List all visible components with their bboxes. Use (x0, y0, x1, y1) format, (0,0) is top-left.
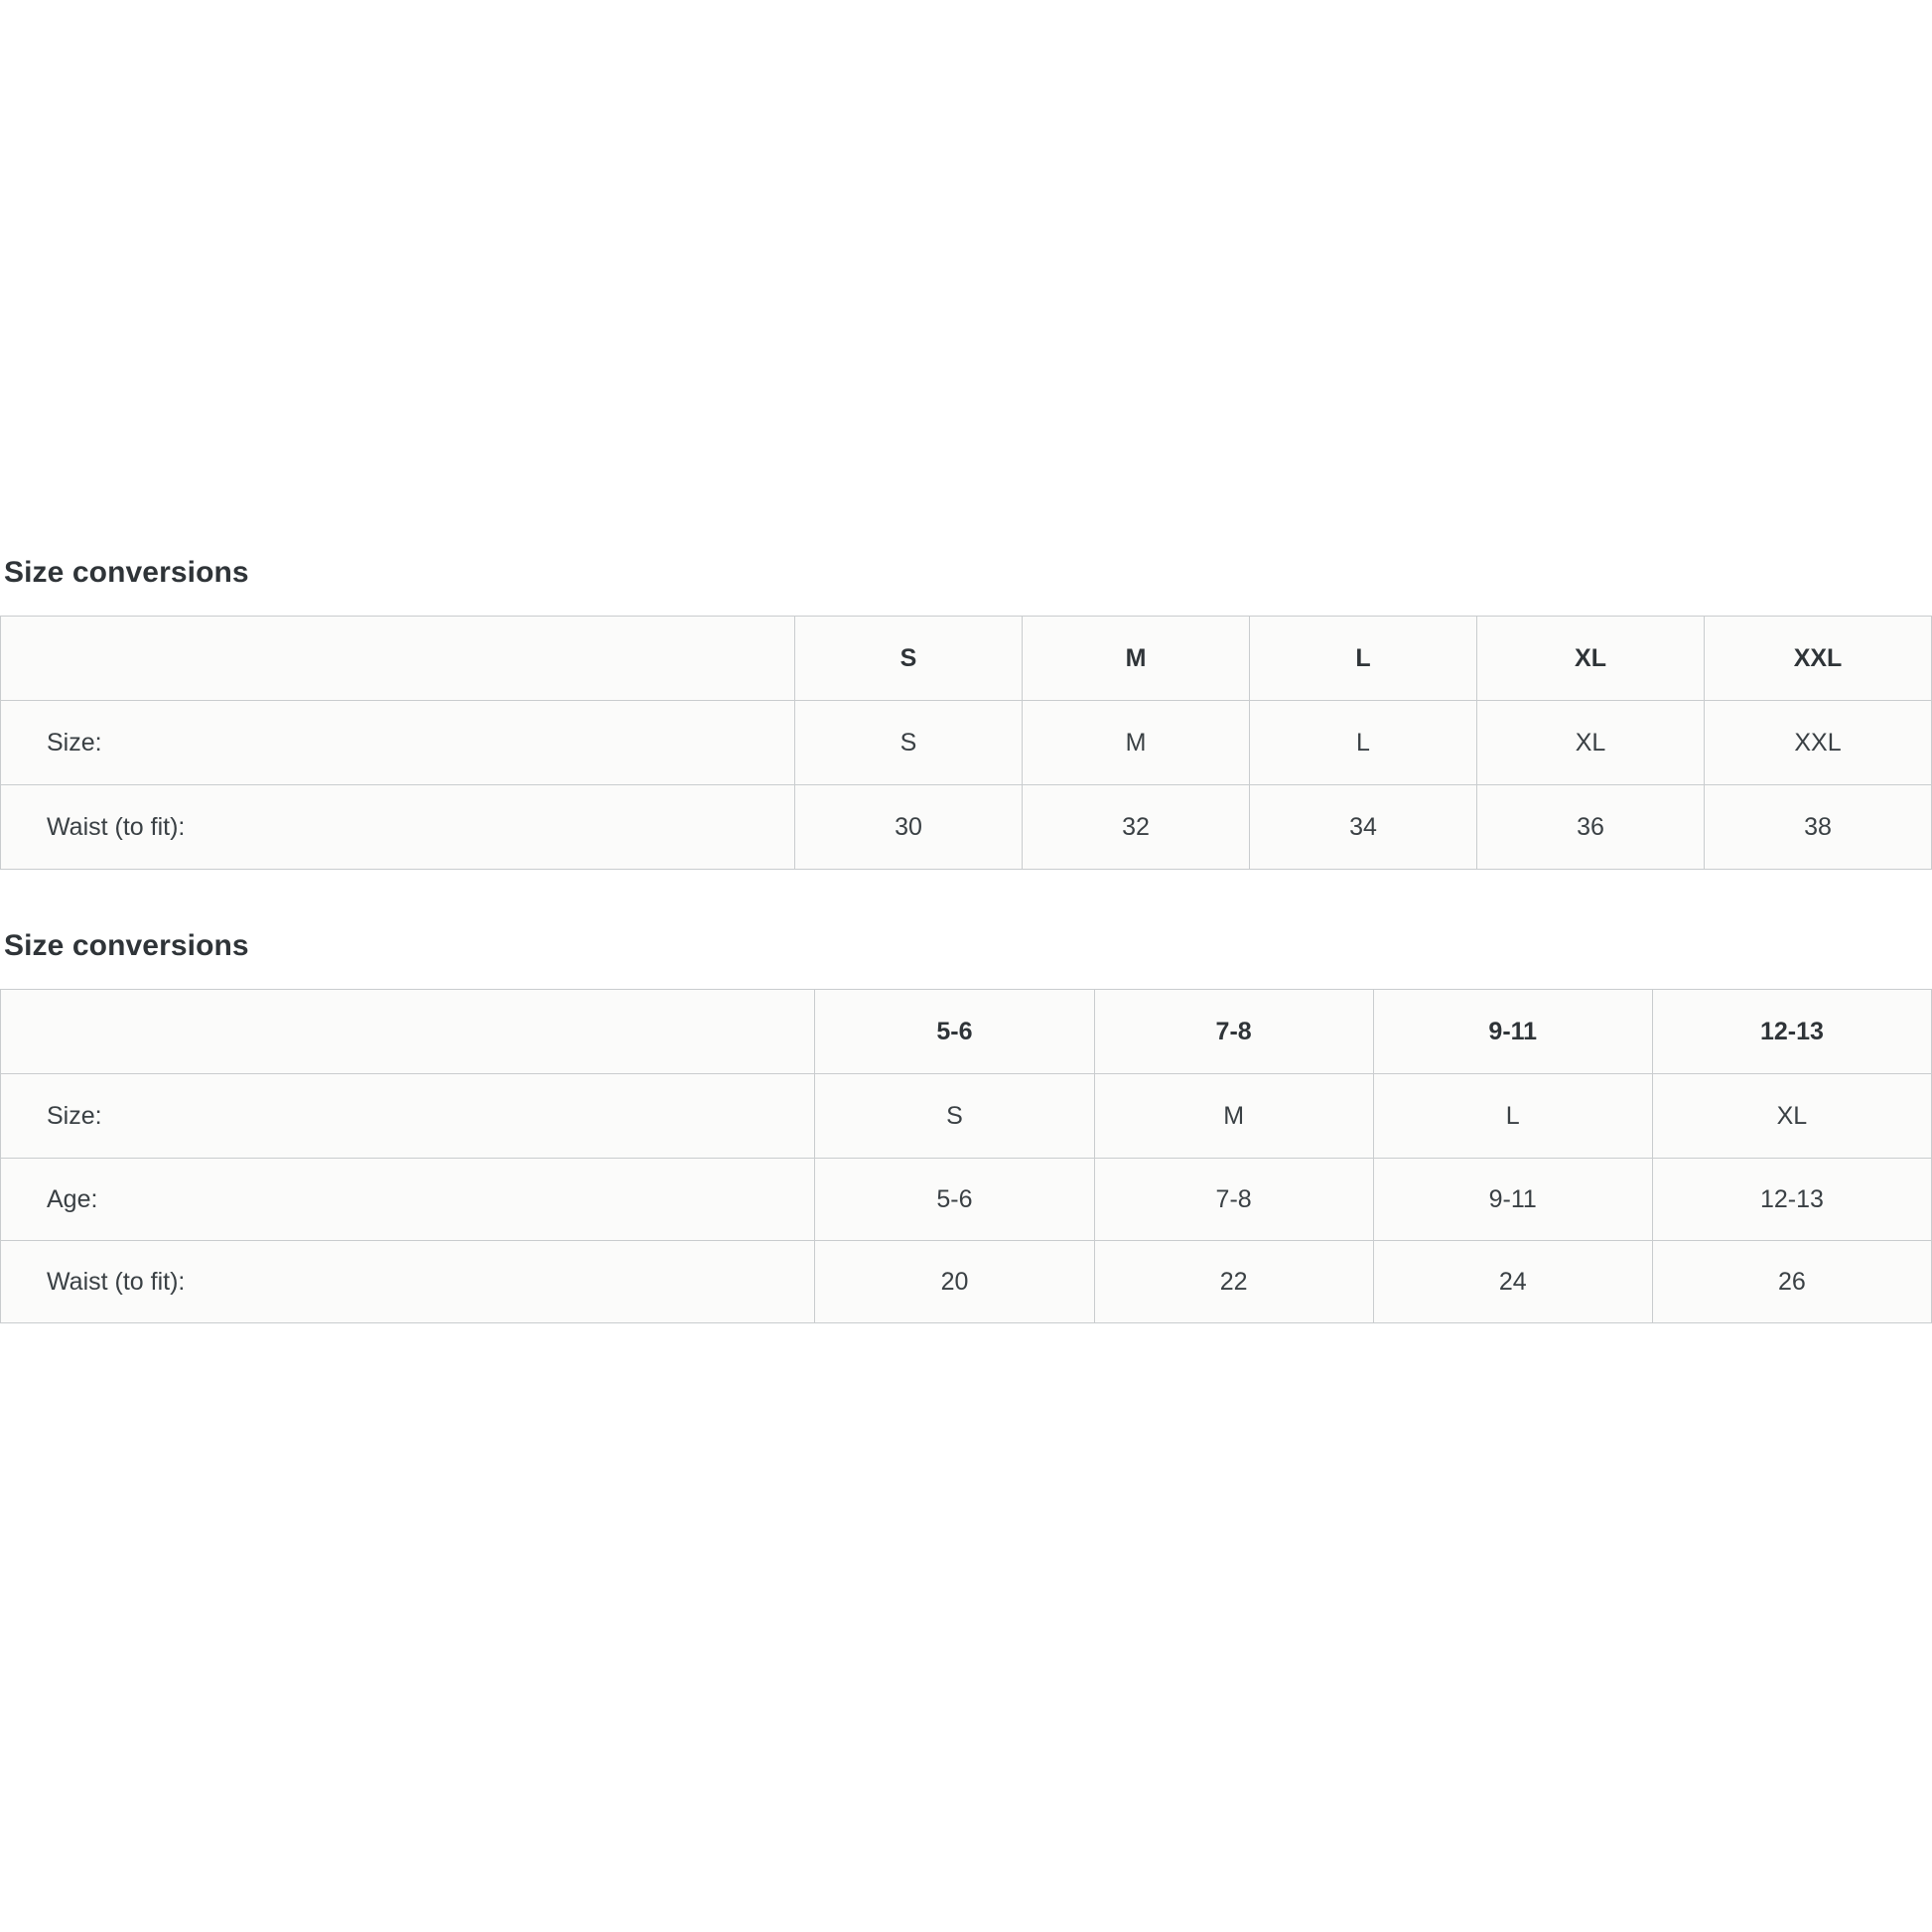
table-row (1, 1074, 1932, 1159)
cell-size-m: M (1023, 701, 1250, 785)
row-label-size: Size: (1, 701, 795, 785)
row-label-age: Age: (1, 1159, 815, 1241)
size-conversions-table-adult (0, 616, 1932, 870)
table-header-row (1, 617, 1932, 701)
table-header-cell-xxl: XXL (1705, 617, 1932, 701)
size-conversions-table-kids (0, 989, 1932, 1323)
cell-waist-xxl: 38 (1705, 785, 1932, 870)
row-label-waist: Waist (to fit): (1, 1241, 815, 1323)
cell-size-s: S (795, 701, 1023, 785)
table-header-cell-l: L (1250, 617, 1477, 701)
table-header-cell-age-12-13: 12-13 (1652, 990, 1931, 1074)
cell-age-5-6: 5-6 (815, 1159, 1094, 1241)
cell-age-9-11: 9-11 (1373, 1159, 1652, 1241)
cell-size-xxl: XXL (1705, 701, 1932, 785)
cell-waist-s: 30 (795, 785, 1023, 870)
size-guide-content (0, 556, 1932, 1323)
cell-waist-12-13: 26 (1652, 1241, 1931, 1323)
size-conversions-section-adult (0, 556, 1932, 870)
table-header-cell-s: S (795, 617, 1023, 701)
table-header-cell-age-7-8: 7-8 (1094, 990, 1373, 1074)
cell-waist-5-6: 20 (815, 1241, 1094, 1323)
table-header-cell-age-9-11: 9-11 (1373, 990, 1652, 1074)
cell-age-7-8: 7-8 (1094, 1159, 1373, 1241)
section-title-kids: Size conversions (4, 929, 249, 962)
row-label-waist: Waist (to fit): (1, 785, 795, 870)
page-title: Size conversions (4, 556, 249, 589)
table-row (1, 701, 1932, 785)
cell-size-12-13: XL (1652, 1074, 1931, 1159)
table-header-cell-empty (1, 617, 795, 701)
size-conversions-section-kids (0, 929, 1932, 1323)
table-row (1, 785, 1932, 870)
table-row (1, 1241, 1932, 1323)
table-header-cell-xl: XL (1477, 617, 1705, 701)
cell-size-5-6: S (815, 1074, 1094, 1159)
row-label-size: Size: (1, 1074, 815, 1159)
cell-waist-xl: 36 (1477, 785, 1705, 870)
cell-size-xl: XL (1477, 701, 1705, 785)
table-header-cell-m: M (1023, 617, 1250, 701)
cell-size-9-11: L (1373, 1074, 1652, 1159)
cell-waist-l: 34 (1250, 785, 1477, 870)
table-header-cell-age-5-6: 5-6 (815, 990, 1094, 1074)
cell-size-7-8: M (1094, 1074, 1373, 1159)
cell-waist-9-11: 24 (1373, 1241, 1652, 1323)
cell-waist-m: 32 (1023, 785, 1250, 870)
table-row (1, 1159, 1932, 1241)
cell-age-12-13: 12-13 (1652, 1159, 1931, 1241)
cell-waist-7-8: 22 (1094, 1241, 1373, 1323)
table-header-row (1, 990, 1932, 1074)
cell-size-l: L (1250, 701, 1477, 785)
table-header-cell-empty (1, 990, 815, 1074)
